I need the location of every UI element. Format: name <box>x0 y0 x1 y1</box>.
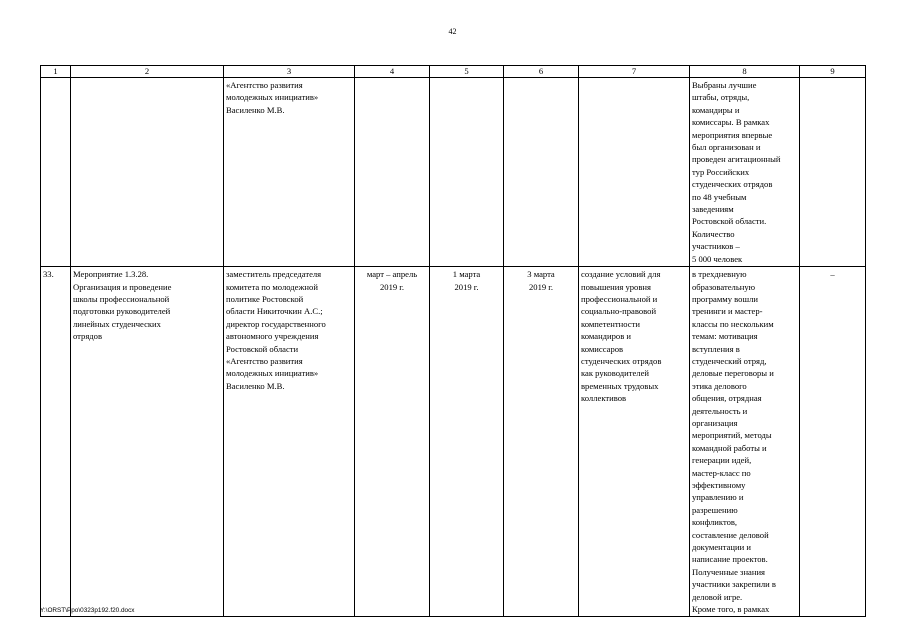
event-name-cell: Мероприятие 1.3.28. Организация и проведение школы профессиональной подготовки руководителей линейных студенческих отрядов <box>71 267 224 617</box>
notes-cell <box>800 78 866 267</box>
event-name-cell <box>71 78 224 267</box>
row-number-cell <box>41 78 71 267</box>
responsible-cell: заместитель председателя комитета по молодежной политике Ростовской области Никиточкин А.С.; директор государственного автономного учреждения Ростовской области «Агентство развития молодежных инициатив» Василенко М.В. <box>224 267 355 617</box>
col-header-9: 9 <box>800 66 866 78</box>
footer-file-path: Y:\ORST\Ppo\0323p192.f20.docx <box>40 607 135 614</box>
col-header-1: 1 <box>41 66 71 78</box>
column-number-row <box>41 66 866 78</box>
expected-result-cell <box>579 78 690 267</box>
col-header-5: 5 <box>430 66 504 78</box>
start-date-cell: 1 марта 2019 г. <box>430 267 504 617</box>
table-row-33 <box>41 267 866 617</box>
col-header-6: 6 <box>504 66 579 78</box>
start-date-cell <box>430 78 504 267</box>
table-row-continuation <box>41 78 866 267</box>
actual-result-cell: Выбраны лучшие штабы, отряды, командиры и комиссары. В рамках мероприятия впервые был организован и проведен агитационный тур Российских студенческих отрядов по 48 учебным заведениям Ростовской области. Количество участников – 5 000 человек <box>690 78 800 267</box>
col-header-3: 3 <box>224 66 355 78</box>
row-number-cell: 33. <box>41 267 71 617</box>
planned-period-cell: март – апрель 2019 г. <box>355 267 430 617</box>
end-date-cell: 3 марта 2019 г. <box>504 267 579 617</box>
col-header-4: 4 <box>355 66 430 78</box>
col-header-2: 2 <box>71 66 224 78</box>
page-number: 42 <box>448 27 457 36</box>
responsible-cell: «Агентство развития молодежных инициатив» Василенко М.В. <box>224 78 355 267</box>
expected-result-cell: создание условий для повышения уровня профессиональной и социально-правовой компетентности командиров и комиссаров студенческих отрядов как руководителей временных трудовых коллективов <box>579 267 690 617</box>
actual-result-cell: в трехдневную образовательную программу вошли тренинги и мастер- классы по нескольким темам: мотивация вступления в студенческий отряд, деловые переговоры и этика делового общения, отрядная деятельность и организация мероприятий, методы командной работы и генерации идей, мастер-класс по эффективному управлению и разрешению конфликтов, составление деловой документации и написание проектов. Полученные знания участники закрепили в деловой игре. Кроме того, в рамках <box>690 267 800 617</box>
col-header-7: 7 <box>579 66 690 78</box>
events-table <box>40 65 866 617</box>
planned-period-cell <box>355 78 430 267</box>
col-header-8: 8 <box>690 66 800 78</box>
end-date-cell <box>504 78 579 267</box>
notes-cell: – <box>800 267 866 617</box>
